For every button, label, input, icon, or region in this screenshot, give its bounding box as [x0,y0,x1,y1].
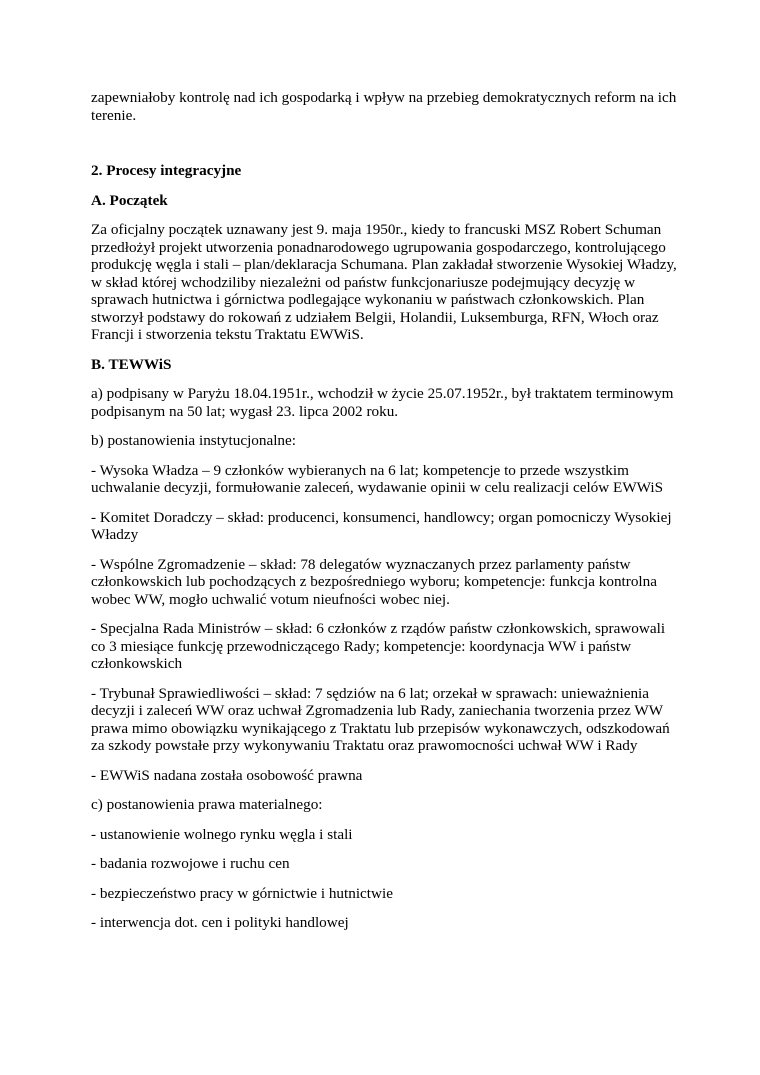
list-item-work-safety: - bezpieczeństwo pracy w górnictwie i hutnictwie [91,884,393,902]
list-item-free-market: - ustanowienie wolnego rynku węgla i stali [91,825,353,843]
list-item-high-authority: - Wysoka Władza – 9 członków wybieranych na 6 lat; kompetencje to przede wszystkim uchwalanie decyzji, formułowanie zaleceń, wydawanie opinii w celu realizacji celów EWWiS [91,461,664,496]
list-item-council-of-ministers: - Specjalna Rada Ministrów – skład: 6 członków z rządów państw członkowskich, sprawowali co 3 miesiące funkcję przewodniczącego Rady; kompetencje: koordynacja WW i państw członkowskich [91,620,666,672]
document-body [91,89,681,944]
intro-continuation: zapewniałoby kontrolę nad ich gospodarką i wpływ na przebieg demokratycznych reform na ich terenie. [91,89,677,124]
institutional-provisions-label: b) postanowienia instytucjonalne: [91,432,296,449]
list-item-research-prices: - badania rozwojowe i ruchu cen [91,855,290,872]
list-item-court-of-justice: - Trybunał Sprawiedliwości – skład: 7 sędziów na 6 lat; orzekał w sprawach: unieważnienia decyzji i zaleceń WW oraz uchwał Zgromadzenia lub Rady, zaniechania tworzenia przez WW prawa mimo obowiązku wynikającego z Traktatu lub przepisów wykonawczych, odszkodowań za szkody powstałe przy wykonywaniu Traktatu oraz prawomocności uchwał WW i Rady [91,684,670,754]
treaty-signing-paragraph: a) podpisany w Paryżu 18.04.1951r., wchodził w życie 25.07.1952r., był traktatem terminowym podpisanym na 50 lat; wygasł 23. lipca 2002 roku. [91,385,674,420]
substantive-provisions-label: c) postanowienia prawa materialnego: [91,796,323,813]
list-item-price-intervention: - interwencja dot. cen i polityki handlowej [91,914,349,931]
subsection-a-paragraph: Za oficjalny początek uznawany jest 9. maja 1950r., kiedy to francuski MSZ Robert Schuman przedłożył projekt utworzenia ponadnarodowego ugrupowania gospodarczego, kontrolującego produkcję węgla i stali – plan/deklaracja Schumana. Plan zakładał stworzenie Wysokiej Władzy, w skład której wchodziliby niezależni od państw funkcjonariusze podejmujący decyzję w sprawach hutnictwa i górnictwa podlegające wykonaniu w państwach członkowskich. Plan stworzył podstawy do rokowań z udziałem Belgii, Holandii, Luksemburga, RFN, Włoch oraz Francji i stworzenia tekstu Traktatu EWWiS. [91,221,677,343]
list-item-common-assembly: - Wspólne Zgromadzenie – skład: 78 delegatów wyznaczanych przez parlamenty państw członkowskich lub pochodzących z bezpośredniego wyboru; kompetencje: funkcja kontrolna wobec WW, mogło uchwalić votum nieufności wobec niej. [91,555,657,608]
list-item-legal-personality: - EWWiS nadana została osobowość prawna [91,766,363,784]
subsection-b-heading: B. TEWWiS [91,355,172,373]
section-heading: 2. Procesy integracyjne [91,162,242,179]
subsection-a-heading: A. Początek [91,191,168,209]
list-item-advisory-committee: - Komitet Doradczy – skład: producenci, konsumenci, handlowcy; organ pomocniczy Wysokiej Władzy [91,508,672,543]
